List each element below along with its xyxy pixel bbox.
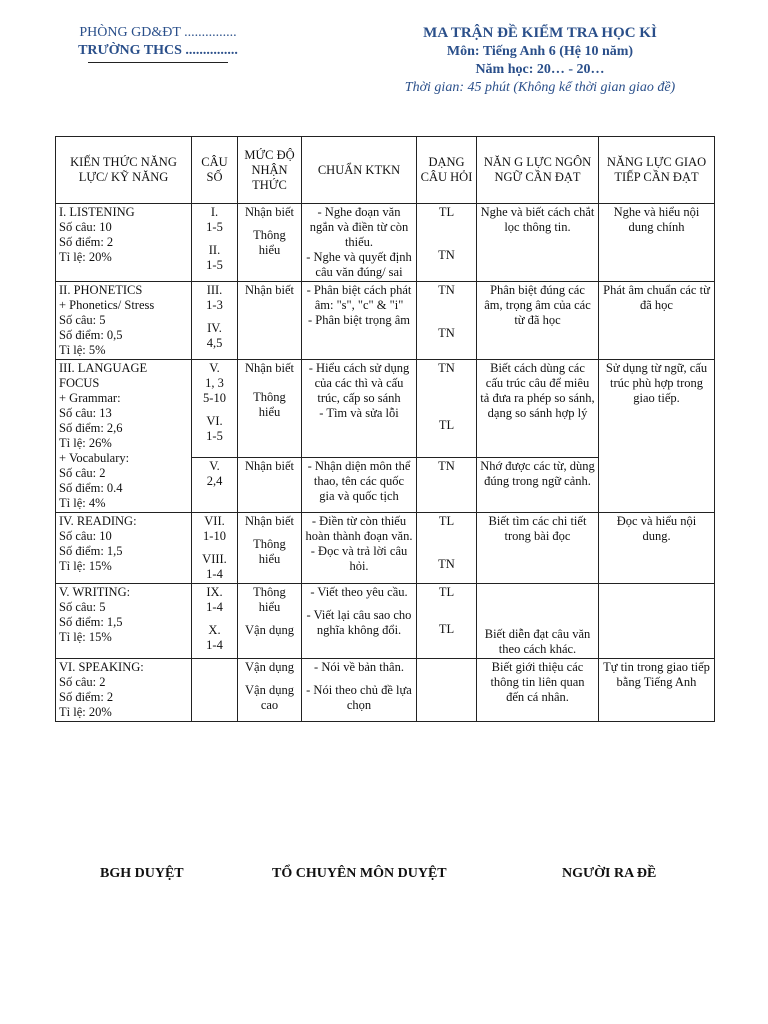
sub-skill: + Grammar: xyxy=(59,391,121,405)
part-label: VII. xyxy=(204,514,225,528)
part-label: X. xyxy=(208,623,221,637)
type-text: TN xyxy=(438,248,455,262)
standard-text: - Phân biệt cách phát âm: "s", "c" & "i" xyxy=(306,283,412,312)
level-text: Nhận biết xyxy=(245,514,294,528)
skill-name: I. LISTENING xyxy=(59,205,135,219)
type-text: TN xyxy=(438,326,455,340)
col-header-language-competence: NĂN G LỰC NGÔN NGỮ CẦN ĐẠT xyxy=(477,137,599,204)
col-header-question-no: CÂU SỐ xyxy=(192,137,238,204)
part-label: VI. xyxy=(206,414,223,428)
skill-name: VI. SPEAKING: xyxy=(59,660,144,674)
question-count: Số câu: 5 xyxy=(59,313,106,327)
score: Số điểm: 1,5 xyxy=(59,544,123,558)
type-text: TN xyxy=(438,557,455,571)
cell-level xyxy=(238,659,302,722)
ratio: Tỉ lệ: 15% xyxy=(59,630,112,644)
cell-type xyxy=(417,659,477,722)
cell-standard xyxy=(302,360,417,458)
cell-level xyxy=(238,584,302,659)
cell-language-competence: Biết giới thiệu các thông tin liên quan đến cá nhân. xyxy=(477,659,599,722)
level-text: Nhận biết xyxy=(245,361,294,375)
cell-language-competence: Nghe và biết cách chắt lọc thông tin. xyxy=(477,204,599,282)
type-text: TL xyxy=(438,205,455,219)
cell-level xyxy=(238,360,302,458)
cell-level xyxy=(238,458,302,513)
col-header-communication-competence: NĂNG LỰC GIAO TIẾP CẦN ĐẠT xyxy=(599,137,715,204)
part-label: V. xyxy=(209,459,220,474)
table-header-row xyxy=(56,137,715,204)
part-label: VIII. xyxy=(202,552,227,566)
score: Số điểm: 2 xyxy=(59,690,114,704)
standard-text: - Nhận diện môn thể thao, tên các quốc gia và quốc tịch xyxy=(307,459,411,504)
sub-skill: + Vocabulary: xyxy=(59,451,130,465)
table-row-phonetics xyxy=(56,282,715,360)
cell-language-competence: Biết cách dùng các cấu trúc câu để miêu tả đưa ra phép so sánh, dạng so sánh hợp lý xyxy=(477,360,599,458)
document-title: MA TRẬN ĐỀ KIỂM TRA HỌC KÌ xyxy=(423,25,657,41)
part-range: 1-5 xyxy=(206,429,223,443)
standard-text: - Viết theo yêu cầu. xyxy=(310,585,408,599)
cell-question-no xyxy=(192,204,238,282)
standard-text: - Nói về bản thân. xyxy=(314,660,404,674)
part-range: 1-4 xyxy=(206,567,223,581)
level-text: Thông hiểu xyxy=(253,390,286,419)
cell-type xyxy=(417,204,477,282)
subject-line: Môn: Tiếng Anh 6 (Hệ 10 năm) xyxy=(446,44,634,59)
level-text: Nhận biết xyxy=(245,459,294,474)
cell-knowledge xyxy=(56,282,192,360)
cell-standard xyxy=(302,584,417,659)
question-count: Số câu: 2 xyxy=(59,675,106,689)
level-text: Thông hiểu xyxy=(253,585,286,614)
col-header-cognitive-level: MỨC ĐỘ NHẬN THỨC xyxy=(238,137,302,204)
ratio: Tỉ lệ: 15% xyxy=(59,559,112,573)
table-row-listening xyxy=(56,204,715,282)
table-row-language-focus xyxy=(56,360,715,458)
part-range: 1-10 xyxy=(203,529,226,543)
standard-text: - Điền từ còn thiếu hoàn thành đoạn văn. xyxy=(305,514,413,543)
standard-text: - Hiểu cách sử dụng của các thì và cấu trúc, cấp so sánh xyxy=(308,361,410,405)
cell-type xyxy=(417,360,477,458)
type-text: TL xyxy=(438,418,455,432)
skill-name: II. PHONETICS xyxy=(59,283,143,297)
question-count: Số câu: 13 xyxy=(59,406,112,420)
standard-text: - Nghe đoạn văn ngắn và điền từ còn thiếu. xyxy=(309,205,409,249)
cell-standard xyxy=(302,204,417,282)
principal-approval: BGH DUYỆT xyxy=(100,866,184,881)
cell-type xyxy=(417,513,477,584)
cell-standard xyxy=(302,659,417,722)
part-label: IV. xyxy=(207,321,222,335)
ratio: Tỉ lệ: 20% xyxy=(59,250,112,264)
part-range: 5-10 xyxy=(203,391,226,405)
standard-text: - Nói theo chủ đề lựa chọn xyxy=(306,683,412,712)
level-text: Thông hiểu xyxy=(253,537,286,566)
author-label: NGƯỜI RA ĐỀ xyxy=(562,866,657,881)
ratio: Tỉ lệ: 4% xyxy=(59,496,106,510)
cell-language-competence: Nhớ được các từ, dùng đúng trong ngữ cảnh. xyxy=(477,458,599,513)
table-row-writing xyxy=(56,584,715,659)
cell-language-competence xyxy=(477,584,599,659)
part-label: III. xyxy=(206,283,223,297)
score: Số điểm: 0.4 xyxy=(59,481,123,495)
cell-type xyxy=(417,458,477,513)
sub-skill: + Phonetics/ Stress xyxy=(59,298,155,312)
exam-duration: Thời gian: 45 phút (Không kể thời gian giao đề) xyxy=(404,80,676,95)
cell-question-no xyxy=(192,360,238,458)
cell-type xyxy=(417,584,477,659)
question-count: Số câu: 10 xyxy=(59,220,112,234)
department-name: PHÒNG GD&ĐT ............... xyxy=(79,25,237,40)
score: Số điểm: 2 xyxy=(59,235,114,249)
standard-text: - Nghe và quyết định câu văn đúng/ sai xyxy=(306,250,412,279)
ratio: Tỉ lệ: 26% xyxy=(59,436,112,450)
type-text: TL xyxy=(438,514,455,528)
type-text: TN xyxy=(438,283,455,297)
col-header-knowledge: KIẾN THỨC NĂNG LỰC/ KỸ NĂNG xyxy=(56,137,192,204)
cell-knowledge xyxy=(56,659,192,722)
score: Số điểm: 1,5 xyxy=(59,615,123,629)
question-count: Số câu: 2 xyxy=(59,466,106,480)
standard-text: - Tìm và sửa lỗi xyxy=(319,406,399,420)
type-text: TN xyxy=(438,361,455,375)
cell-standard xyxy=(302,282,417,360)
header-divider xyxy=(88,62,228,63)
part-label: I. xyxy=(210,205,219,219)
score: Số điểm: 2,6 xyxy=(59,421,123,435)
cell-communication-competence: Nghe và hiểu nội dung chính xyxy=(599,204,715,282)
question-count: Số câu: 10 xyxy=(59,529,112,543)
standard-text: - Phân biệt trọng âm xyxy=(307,313,411,327)
cell-communication-competence: Sử dụng từ ngữ, cấu trúc phù hợp trong giao tiếp. xyxy=(599,360,715,513)
cell-question-no xyxy=(192,513,238,584)
department-approval: TỔ CHUYÊN MÔN DUYỆT xyxy=(272,866,447,881)
standard-text: - Đọc và trả lời câu hỏi. xyxy=(310,544,408,573)
part-range: 1-4 xyxy=(206,638,223,652)
skill-name: IV. READING: xyxy=(59,514,137,528)
cell-standard xyxy=(302,458,417,513)
part-range: 1-3 xyxy=(206,298,223,312)
question-count: Số câu: 5 xyxy=(59,600,106,614)
exam-matrix-table xyxy=(55,136,715,722)
cell-question-no xyxy=(192,282,238,360)
level-text: Vận dụng xyxy=(245,660,294,674)
cell-knowledge xyxy=(56,204,192,282)
part-range: 2,4 xyxy=(206,474,223,489)
type-text: TN xyxy=(438,459,455,474)
cell-question-no xyxy=(192,458,238,513)
cell-knowledge xyxy=(56,513,192,584)
level-text: Thông hiểu xyxy=(253,228,286,257)
cell-knowledge xyxy=(56,360,192,513)
cell-level xyxy=(238,204,302,282)
cell-communication-competence: Phát âm chuẩn các từ đã học xyxy=(599,282,715,360)
type-text: TL xyxy=(438,585,455,599)
exam-header xyxy=(350,24,730,97)
cell-communication-competence xyxy=(599,584,715,659)
ratio: Tỉ lệ: 5% xyxy=(59,343,106,357)
skill-name: V. WRITING: xyxy=(59,585,131,599)
cell-communication-competence: Tự tin trong giao tiếp bằng Tiếng Anh xyxy=(599,659,715,722)
col-header-standard: CHUẨN KTKN xyxy=(302,137,417,204)
cell-knowledge xyxy=(56,584,192,659)
level-text: Vận dụng cao xyxy=(245,683,294,712)
table-row-speaking xyxy=(56,659,715,722)
school-name: TRƯỜNG THCS ............... xyxy=(78,43,238,58)
level-text: Nhận biết xyxy=(245,205,294,219)
part-range: 1-4 xyxy=(206,600,223,614)
level-text: Nhận biết xyxy=(245,283,294,297)
level-text: Vận dụng xyxy=(245,623,294,637)
table-row-reading xyxy=(56,513,715,584)
cell-level xyxy=(238,282,302,360)
skill-name: III. LANGUAGE FOCUS xyxy=(59,361,148,390)
competence-text: Biết diễn đạt câu văn theo cách khác. xyxy=(484,627,591,656)
cell-level xyxy=(238,513,302,584)
cell-question-no xyxy=(192,659,238,722)
score: Số điểm: 0,5 xyxy=(59,328,123,342)
part-label: II. xyxy=(208,243,221,257)
part-range: 1, 3 xyxy=(205,376,224,390)
part-range: 4,5 xyxy=(206,336,223,350)
part-range: 1-5 xyxy=(206,258,223,272)
school-year: Năm học: 20… - 20… xyxy=(475,62,605,77)
part-range: 1-5 xyxy=(206,220,223,234)
part-label: V. xyxy=(209,361,220,375)
ratio: Tỉ lệ: 20% xyxy=(59,705,112,719)
school-header xyxy=(58,24,258,63)
cell-type xyxy=(417,282,477,360)
cell-language-competence: Phân biệt đúng các âm, trọng âm của các từ đã học xyxy=(477,282,599,360)
col-header-question-type: DẠNG CÂU HỎI xyxy=(417,137,477,204)
type-text: TL xyxy=(438,622,455,636)
part-label: IX. xyxy=(206,585,223,599)
standard-text: - Viết lại câu sao cho nghĩa không đổi. xyxy=(306,608,412,637)
cell-question-no xyxy=(192,584,238,659)
cell-language-competence: Biết tìm các chi tiết trong bài đọc xyxy=(477,513,599,584)
cell-communication-competence: Đọc và hiểu nội dung. xyxy=(599,513,715,584)
cell-standard xyxy=(302,513,417,584)
